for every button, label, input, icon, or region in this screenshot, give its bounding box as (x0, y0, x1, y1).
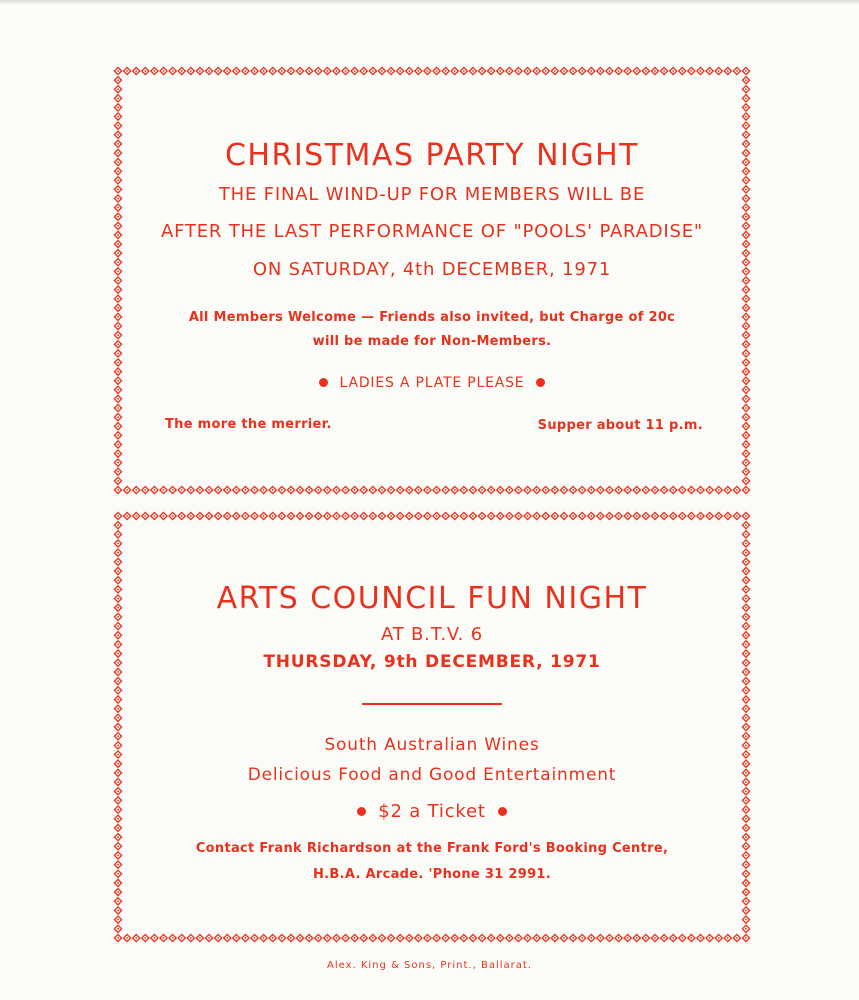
divider-rule (362, 703, 502, 705)
party-title: CHRISTMAS PARTY NIGHT (224, 138, 639, 173)
christmas-party-card (113, 66, 751, 495)
fun-title: ARTS COUNCIL FUN NIGHT (216, 581, 648, 616)
fun-date: THURSDAY, 9th DECEMBER, 1971 (263, 652, 601, 672)
fun-contact-1: Contact Frank Richardson at the Frank Ford's Booking Centre, (195, 841, 669, 856)
fun-wines: South Australian Wines (324, 735, 540, 755)
fun-night-card (113, 511, 751, 943)
ticket-text: $2 a Ticket (378, 801, 486, 822)
fun-ticket-line (127, 801, 737, 822)
bullet-dot-icon (536, 378, 545, 387)
party-line-1: THE FINAL WIND-UP FOR MEMBERS WILL BE (218, 184, 646, 205)
bullet-dot-icon (498, 807, 507, 816)
page-edge (0, 0, 859, 5)
fun-contact-2: H.B.A. Arcade. 'Phone 31 2991. (313, 867, 551, 882)
party-welcome-1: All Members Welcome — Friends also invited, but Charge of 20c (188, 310, 676, 325)
party-merrier: The more the merrier. (165, 417, 332, 432)
party-plate-line (127, 375, 737, 391)
fun-food: Delicious Food and Good Entertainment (247, 765, 617, 785)
party-welcome-2: will be made for Non-Members. (312, 334, 552, 349)
printer-credit: Alex. King & Sons, Print., Ballarat. (327, 960, 532, 971)
party-supper: Supper about 11 p.m. (537, 418, 703, 433)
party-line-3: ON SATURDAY, 4th DECEMBER, 1971 (252, 259, 612, 280)
bullet-dot-icon (357, 807, 366, 816)
fun-venue: AT B.T.V. 6 (381, 624, 483, 645)
bullet-dot-icon (319, 378, 328, 387)
party-line-2: AFTER THE LAST PERFORMANCE OF "POOLS' PARADISE" (161, 221, 703, 242)
plate-text: LADIES A PLATE PLEASE (339, 375, 525, 391)
